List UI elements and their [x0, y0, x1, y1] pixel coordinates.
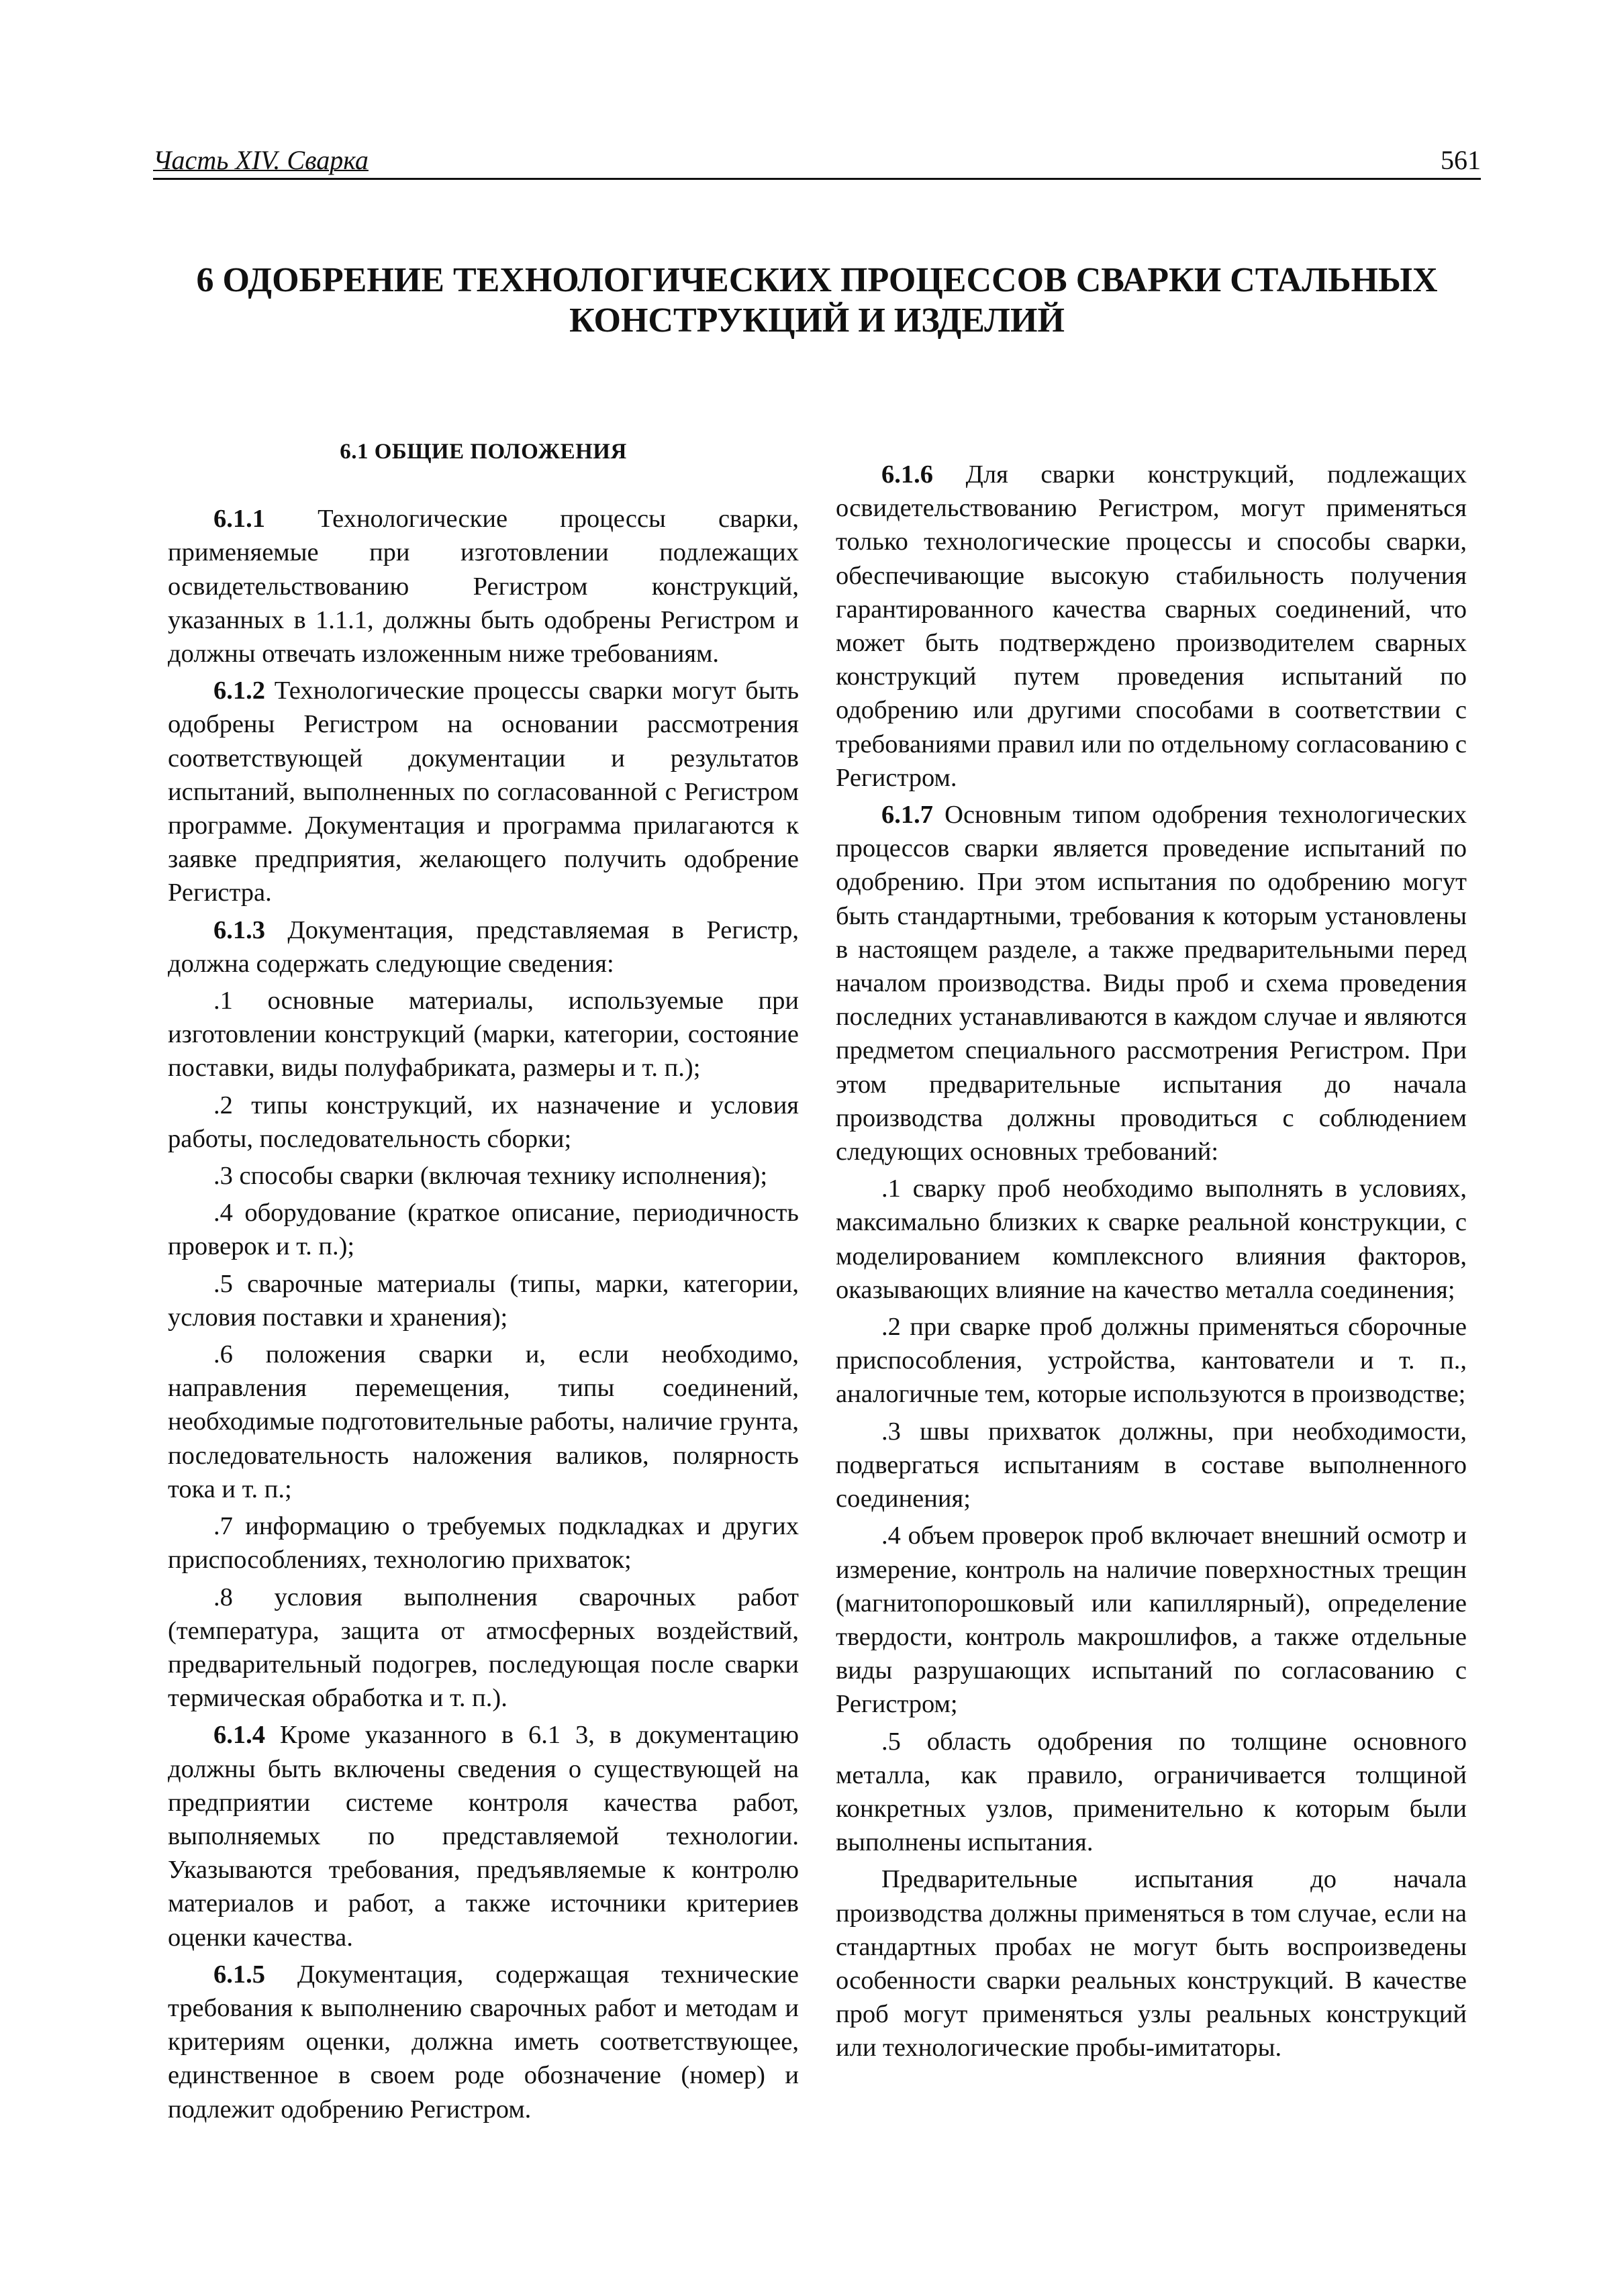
clause-number: 6.1.7	[881, 801, 933, 830]
paragraph-text: .7 информацию о требуемых подкладках и других приспособлениях, технологию прихваток;	[168, 1512, 799, 1575]
paragraph-text: Для сварки конструкций, подлежащих освидетельствованию Регистром, могут применяться только технологические процессы и способы сварки, обеспечивающие высокую стабильность получения гарантированного качества сварных соединений, что может быть подтверждено производителем сварных конструкций путем проведения испытаний по одобрению или другими способами в соответствии с требованиями правил или по отдельному согласованию с Регистром.	[836, 460, 1467, 792]
paragraph	[168, 984, 799, 1085]
clause-number: 6.1.2	[213, 677, 265, 705]
paragraph-text: .5 сварочные материалы (типы, марки, категории, условия поставки и хранения);	[168, 1269, 799, 1332]
paragraph-text: Технологические процессы сварки, применяемые при изготовлении подлежащих освидетельствованию Регистром конструкций, указанных в 1.1.1, должны быть одобрены Регистром и должны отвечать изложенным ниже требованиям.	[168, 505, 799, 668]
clause-number: 6.1.3	[213, 915, 265, 944]
section-heading: 6.1 ОБЩИЕ ПОЛОЖЕНИЯ	[340, 440, 627, 464]
paragraph	[168, 1509, 799, 1577]
paragraph	[836, 1725, 1467, 1860]
paragraph-text: .2 при сварке проб должны применяться сборочные приспособления, устройства, кантователи и т. п., аналогичные тем, которые используются в производстве;	[836, 1313, 1467, 1409]
paragraph	[168, 1089, 799, 1156]
paragraph	[168, 1159, 799, 1193]
page-number: 561	[1441, 145, 1481, 175]
clause-number: 6.1.1	[213, 505, 265, 534]
paragraph	[836, 798, 1467, 1168]
paragraph-text: .1 сварку проб необходимо выполнять в условиях, максимально близких к сварке реальной конструкции, с моделированием комплексного влияния факторов, оказывающих влияние на качество металла соединения;	[836, 1175, 1467, 1304]
paragraph	[168, 1718, 799, 1954]
paragraph	[836, 1310, 1467, 1411]
paragraph-text: Документация, представляемая в Регистр, должна содержать следующие сведения:	[168, 915, 799, 978]
paragraph-text: .4 объем проверок проб включает внешний осмотр и измерение, контроль на наличие поверхностных трещин (магнитопорошковый или капиллярный), определение твердости, контроль макрошлифов, а также отдельные виды разрушающих испытаний по согласованию с Регистром;	[836, 1521, 1467, 1719]
paragraph	[836, 1172, 1467, 1307]
paragraph-text: .3 швы прихваток должны, при необходимости, подвергаться испытаниям в составе выполненного соединения;	[836, 1417, 1467, 1513]
paragraph-text: .8 условия выполнения сварочных работ (температура, защита от атмосферных воздействий, предварительный подогрев, последующая после сварки термическая обработка и т. п.).	[168, 1583, 799, 1713]
chapter-title-line-1: 6 ОДОБРЕНИЕ ТЕХНОЛОГИЧЕСКИХ ПРОЦЕССОВ СВАРКИ СТАЛЬНЫХ	[196, 261, 1438, 299]
paragraph-text: Документация, содержащая технические требования к выполнению сварочных работ и методам и критериям оценки, должна иметь соответствующее, единственное в своем роде обозначение (номер) и подлежит одобрению Регистром.	[168, 1960, 799, 2124]
paragraph-text: Предварительные испытания до начала производства должны применяться в том случае, если на стандартных пробах не могут быть воспроизведены особенности сварки реальных конструкций. В качестве проб могут применяться узлы реальных конструкций или технологические пробы-имитаторы.	[836, 1865, 1467, 2062]
paragraph	[168, 1267, 799, 1334]
paragraph	[168, 1196, 799, 1263]
paragraph	[168, 674, 799, 909]
paragraph-text: .3 способы сварки (включая технику исполнения);	[213, 1162, 768, 1191]
left-column	[168, 431, 799, 2130]
paragraph-text: .5 область одобрения по толщине основного металла, как правило, ограничивается толщиной конкретных узлов, применительно к которым были выполнены испытания.	[836, 1727, 1467, 1857]
paragraph-text: .2 типы конструкций, их назначение и условия работы, последовательность сборки;	[168, 1091, 799, 1153]
paragraph	[836, 1519, 1467, 1721]
paragraph-text: Основным типом одобрения технологических процессов сварки является проведение испытаний по одобрению. При этом испытания по одобрению могут быть стандартными, требования к которым установлены в настоящем разделе, а также предварительными перед началом производства. Виды проб и схема проведения последних устанавливаются в каждом случае и являются предметом специального рассмотрения Регистром. При этом предварительные испытания до начала производства должны проводиться с соблюдением следующих основных требований:	[836, 801, 1467, 1166]
paragraph-text: Кроме указанного в 6.1 3, в документацию должны быть включены сведения о существующей на предприятии системе контроля качества работ, выполняемых по представляемой технологии. Указываются требования, предъявляемые к контролю материалов и работ, а также источники критериев оценки качества.	[168, 1721, 799, 1952]
right-column	[836, 458, 1467, 2068]
paragraph-text: .6 положения сварки и, если необходимо, направления перемещения, типы соединений, необходимые подготовительные работы, наличие грунта, последовательность наложения валиков, полярность тока и т. п.;	[168, 1340, 799, 1503]
paragraph-text: .1 основные материалы, используемые при изготовлении конструкций (марки, категории, состояние поставки, виды полуфабриката, размеры и т. п.);	[168, 987, 799, 1083]
paragraph	[168, 502, 799, 670]
paragraph-text: .4 оборудование (краткое описание, периодичность проверок и т. п.);	[168, 1199, 799, 1261]
paragraph	[836, 1862, 1467, 2064]
running-header-part: Часть XIV. Сварка	[153, 145, 369, 175]
paragraph	[168, 913, 799, 981]
paragraph	[168, 1958, 799, 2126]
clause-number: 6.1.6	[881, 460, 933, 489]
running-header	[153, 138, 1481, 180]
chapter-title-line-2: КОНСТРУКЦИЙ И ИЗДЕЛИЙ	[569, 301, 1065, 340]
paragraph	[168, 1581, 799, 1715]
paragraph	[836, 458, 1467, 795]
paragraph-text: Технологические процессы сварки могут быть одобрены Регистром на основании рассмотрения соответствующей документации и результатов испытаний, выполненных по согласованной с Регистром программе. Документация и программа прилагаются к заявке предприятия, желающего получить одобрение Регистра.	[168, 677, 799, 907]
clause-number: 6.1.5	[213, 1960, 265, 1989]
paragraph	[836, 1415, 1467, 1516]
paragraph	[168, 1338, 799, 1506]
chapter-title	[153, 260, 1481, 341]
clause-number: 6.1.4	[213, 1721, 265, 1750]
